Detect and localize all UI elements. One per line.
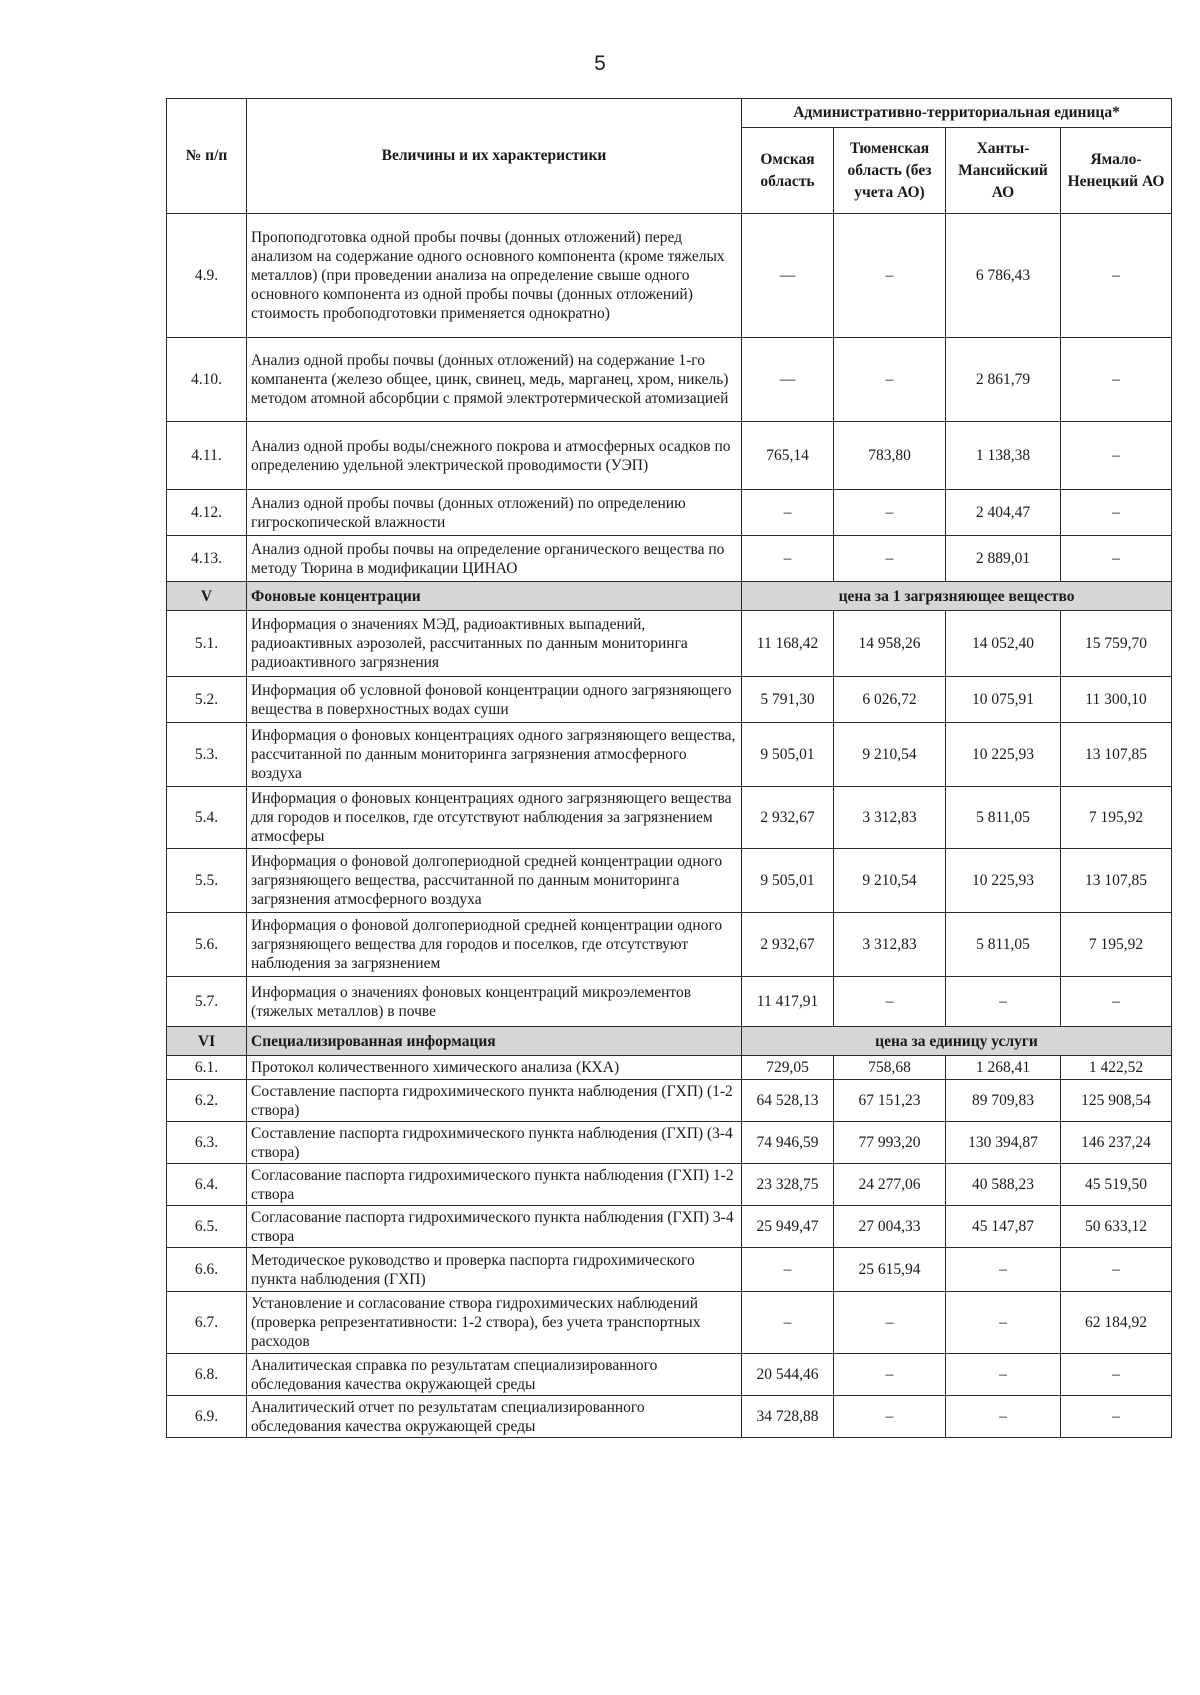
row-description: Пропоподготовка одной пробы почвы (донных отложений) перед анализом на содержание одного основного компонента (кроме тяжелых металлов) (при проведении анализа на определение свыше одного основного компонента из одной пробы почвы (донных отложений) стоимость пробоподготовки применяется однократно) [247,214,742,338]
price-omsk: – [742,536,834,582]
price-yanao: 146 237,24 [1061,1122,1172,1164]
price-yanao: 11 300,10 [1061,677,1172,723]
row-description: Согласование паспорта гидрохимического пункта наблюдения (ГХП) 1-2 створа [247,1164,742,1206]
price-omsk: 74 946,59 [742,1122,834,1164]
price-khmao: 1 268,41 [946,1056,1061,1080]
price-yanao: 125 908,54 [1061,1080,1172,1122]
row-number: 5.3. [167,723,247,787]
section-price-note: цена за 1 загрязняющее вещество [742,582,1172,611]
row-number: 6.4. [167,1164,247,1206]
price-yanao: 13 107,85 [1061,723,1172,787]
header-region-omsk: Омская область [742,128,834,214]
row-description: Информация о фоновой долгопериодной средней концентрации одного загрязняющего вещества, рассчитанной по данным мониторинга загрязнения атмосферного воздуха [247,849,742,913]
price-khmao: 40 588,23 [946,1164,1061,1206]
price-khmao: – [946,1292,1061,1354]
price-yanao: 50 633,12 [1061,1206,1172,1248]
header-col-desc: Величины и их характеристики [247,99,742,214]
price-omsk: 5 791,30 [742,677,834,723]
price-yanao: 7 195,92 [1061,913,1172,977]
price-yanao: 45 519,50 [1061,1164,1172,1206]
price-omsk: 25 949,47 [742,1206,834,1248]
price-tyumen: – [834,1292,946,1354]
price-khmao: 2 889,01 [946,536,1061,582]
row-number: 4.13. [167,536,247,582]
price-khmao: 5 811,05 [946,787,1061,849]
row-description: Информация о фоновой долгопериодной средней концентрации одного загрязняющего вещества для городов и поселков, где отсутствуют наблюдения за загрязнением [247,913,742,977]
price-tyumen: 27 004,33 [834,1206,946,1248]
price-khmao: 6 786,43 [946,214,1061,338]
price-omsk: 64 528,13 [742,1080,834,1122]
row-number: 6.8. [167,1354,247,1396]
row-number: 6.3. [167,1122,247,1164]
price-tyumen: – [834,214,946,338]
price-tyumen: – [834,338,946,422]
price-yanao: – [1061,1396,1172,1438]
row-number: 6.2. [167,1080,247,1122]
price-khmao: 89 709,83 [946,1080,1061,1122]
price-tyumen: 14 958,26 [834,611,946,677]
section-6-header [167,1027,1172,1056]
price-tyumen: 67 151,23 [834,1080,946,1122]
price-yanao: 15 759,70 [1061,611,1172,677]
price-tyumen: 24 277,06 [834,1164,946,1206]
row-number: 5.2. [167,677,247,723]
row-description: Информация о значениях МЭД, радиоактивных выпадений, радиоактивных аэрозолей, рассчитанных по данным мониторинга радиоактивного загрязнения [247,611,742,677]
price-tyumen: 783,80 [834,422,946,490]
header-region-yanao: Ямало-Ненецкий АО [1061,128,1172,214]
price-yanao: – [1061,338,1172,422]
price-khmao: – [946,1354,1061,1396]
price-omsk: 2 932,67 [742,787,834,849]
price-tyumen: 9 210,54 [834,849,946,913]
price-omsk: 9 505,01 [742,849,834,913]
price-tyumen: – [834,1354,946,1396]
table-row [167,849,1172,913]
table-row [167,787,1172,849]
row-number: 4.9. [167,214,247,338]
price-tyumen: – [834,977,946,1027]
price-khmao: 130 394,87 [946,1122,1061,1164]
table-row [167,1080,1172,1122]
price-yanao: 13 107,85 [1061,849,1172,913]
section-5-rows [167,611,1172,1027]
table-row [167,913,1172,977]
row-number: 6.5. [167,1206,247,1248]
price-omsk: – [742,490,834,536]
table-row [167,611,1172,677]
price-tyumen: 3 312,83 [834,787,946,849]
table-header [167,99,1172,214]
price-khmao: 14 052,40 [946,611,1061,677]
price-tyumen: 6 026,72 [834,677,946,723]
row-description: Аналитический отчет по результатам специализированного обследования качества окружающей среды [247,1396,742,1438]
row-number: 5.5. [167,849,247,913]
row-description: Анализ одной пробы почвы (донных отложений) на содержание 1-го компанента (железо общее, цинк, свинец, медь, марганец, хром, никель) методом атомной абсорбции с прямой электротермической атомизацией [247,338,742,422]
price-yanao: – [1061,536,1172,582]
table-row [167,1056,1172,1080]
section-6-rows [167,1056,1172,1438]
row-number: 5.4. [167,787,247,849]
price-tyumen: – [834,490,946,536]
section-row [167,1027,1172,1056]
section-price-note: цена за единицу услуги [742,1027,1172,1056]
header-region-group: Административно-территориальная единица* [742,99,1172,128]
table-row [167,1164,1172,1206]
row-description: Составление паспорта гидрохимического пункта наблюдения (ГХП) (1-2 створа) [247,1080,742,1122]
section-number: VI [167,1027,247,1056]
price-omsk: 765,14 [742,422,834,490]
price-omsk: 729,05 [742,1056,834,1080]
row-description: Информация о значениях фоновых концентраций микроэлементов (тяжелых металлов) в почве [247,977,742,1027]
price-yanao: 7 195,92 [1061,787,1172,849]
price-omsk: 20 544,46 [742,1354,834,1396]
price-omsk: 9 505,01 [742,723,834,787]
section-5-header [167,582,1172,611]
row-number: 4.10. [167,338,247,422]
price-yanao: 1 422,52 [1061,1056,1172,1080]
price-khmao: 45 147,87 [946,1206,1061,1248]
table-row [167,1122,1172,1164]
price-tyumen: 758,68 [834,1056,946,1080]
price-tyumen: – [834,1396,946,1438]
section-number: V [167,582,247,611]
row-number: 6.7. [167,1292,247,1354]
price-omsk: 11 168,42 [742,611,834,677]
table-row [167,977,1172,1027]
price-tyumen: 25 615,94 [834,1248,946,1292]
table-row [167,214,1172,338]
row-number: 6.9. [167,1396,247,1438]
price-omsk: – [742,1248,834,1292]
row-description: Методическое руководство и проверка паспорта гидрохимического пункта наблюдения (ГХП) [247,1248,742,1292]
price-khmao: 1 138,38 [946,422,1061,490]
price-yanao: – [1061,422,1172,490]
price-omsk: – [742,1292,834,1354]
row-description: Установление и согласование створа гидрохимических наблюдений (проверка репрезентативности: 1-2 створа), без учета транспортных расходов [247,1292,742,1354]
row-number: 6.1. [167,1056,247,1080]
price-khmao: – [946,1248,1061,1292]
table-row [167,1248,1172,1292]
price-omsk: 11 417,91 [742,977,834,1027]
header-region-tyumen: Тюменская область (без учета АО) [834,128,946,214]
price-khmao: 2 404,47 [946,490,1061,536]
row-description: Анализ одной пробы почвы на определение органического вещества по методу Тюрина в модификации ЦИНАО [247,536,742,582]
section-title: Фоновые концентрации [247,582,742,611]
price-khmao: 10 075,91 [946,677,1061,723]
row-description: Анализ одной пробы почвы (донных отложений) по определению гигроскопической влажности [247,490,742,536]
row-number: 5.7. [167,977,247,1027]
row-description: Составление паспорта гидрохимического пункта наблюдения (ГХП) (3-4 створа) [247,1122,742,1164]
price-tyumen: 9 210,54 [834,723,946,787]
price-khmao: 2 861,79 [946,338,1061,422]
price-omsk: 34 728,88 [742,1396,834,1438]
row-description: Информация о фоновых концентрациях одного загрязняющего вещества, рассчитанной по данным мониторинга загрязнения атмосферного воздуха [247,723,742,787]
row-description: Информация о фоновых концентрациях одного загрязняющего вещества для городов и поселков, где отсутствуют наблюдения за загрязнением атмосферы [247,787,742,849]
section-4-rows [167,214,1172,582]
row-number: 4.12. [167,490,247,536]
price-tyumen: 3 312,83 [834,913,946,977]
table-row [167,1354,1172,1396]
row-description: Анализ одной пробы воды/снежного покрова и атмосферных осадков по определению удельной электрической проводимости (УЭП) [247,422,742,490]
row-number: 6.6. [167,1248,247,1292]
row-description: Информация об условной фоновой концентрации одного загрязняющего вещества в поверхностных водах суши [247,677,742,723]
table-row [167,677,1172,723]
table-row [167,536,1172,582]
header-region-khmao: Ханты-Мансийский АО [946,128,1061,214]
table-row [167,723,1172,787]
price-omsk: 23 328,75 [742,1164,834,1206]
price-yanao: – [1061,1248,1172,1292]
row-number: 4.11. [167,422,247,490]
section-row [167,582,1172,611]
price-tyumen: 77 993,20 [834,1122,946,1164]
price-yanao: – [1061,1354,1172,1396]
table-row [167,1396,1172,1438]
price-tyumen: – [834,536,946,582]
table-row [167,1292,1172,1354]
price-khmao: 5 811,05 [946,913,1061,977]
price-khmao: – [946,977,1061,1027]
header-col-num: № п/п [167,99,247,214]
price-khmao: – [946,1396,1061,1438]
price-yanao: – [1061,490,1172,536]
table-row [167,338,1172,422]
price-yanao: 62 184,92 [1061,1292,1172,1354]
price-omsk: — [742,214,834,338]
table-row [167,422,1172,490]
price-omsk: 2 932,67 [742,913,834,977]
table-row [167,1206,1172,1248]
section-title: Специализированная информация [247,1027,742,1056]
price-yanao: – [1061,214,1172,338]
price-table [166,98,1172,1438]
row-description: Аналитическая справка по результатам специализированного обследования качества окружающей среды [247,1354,742,1396]
price-omsk: — [742,338,834,422]
page-number: 5 [594,52,606,75]
price-khmao: 10 225,93 [946,849,1061,913]
table-row [167,490,1172,536]
row-description: Протокол количественного химического анализа (КХА) [247,1056,742,1080]
row-number: 5.6. [167,913,247,977]
row-description: Согласование паспорта гидрохимического пункта наблюдения (ГХП) 3-4 створа [247,1206,742,1248]
price-yanao: – [1061,977,1172,1027]
price-khmao: 10 225,93 [946,723,1061,787]
row-number: 5.1. [167,611,247,677]
